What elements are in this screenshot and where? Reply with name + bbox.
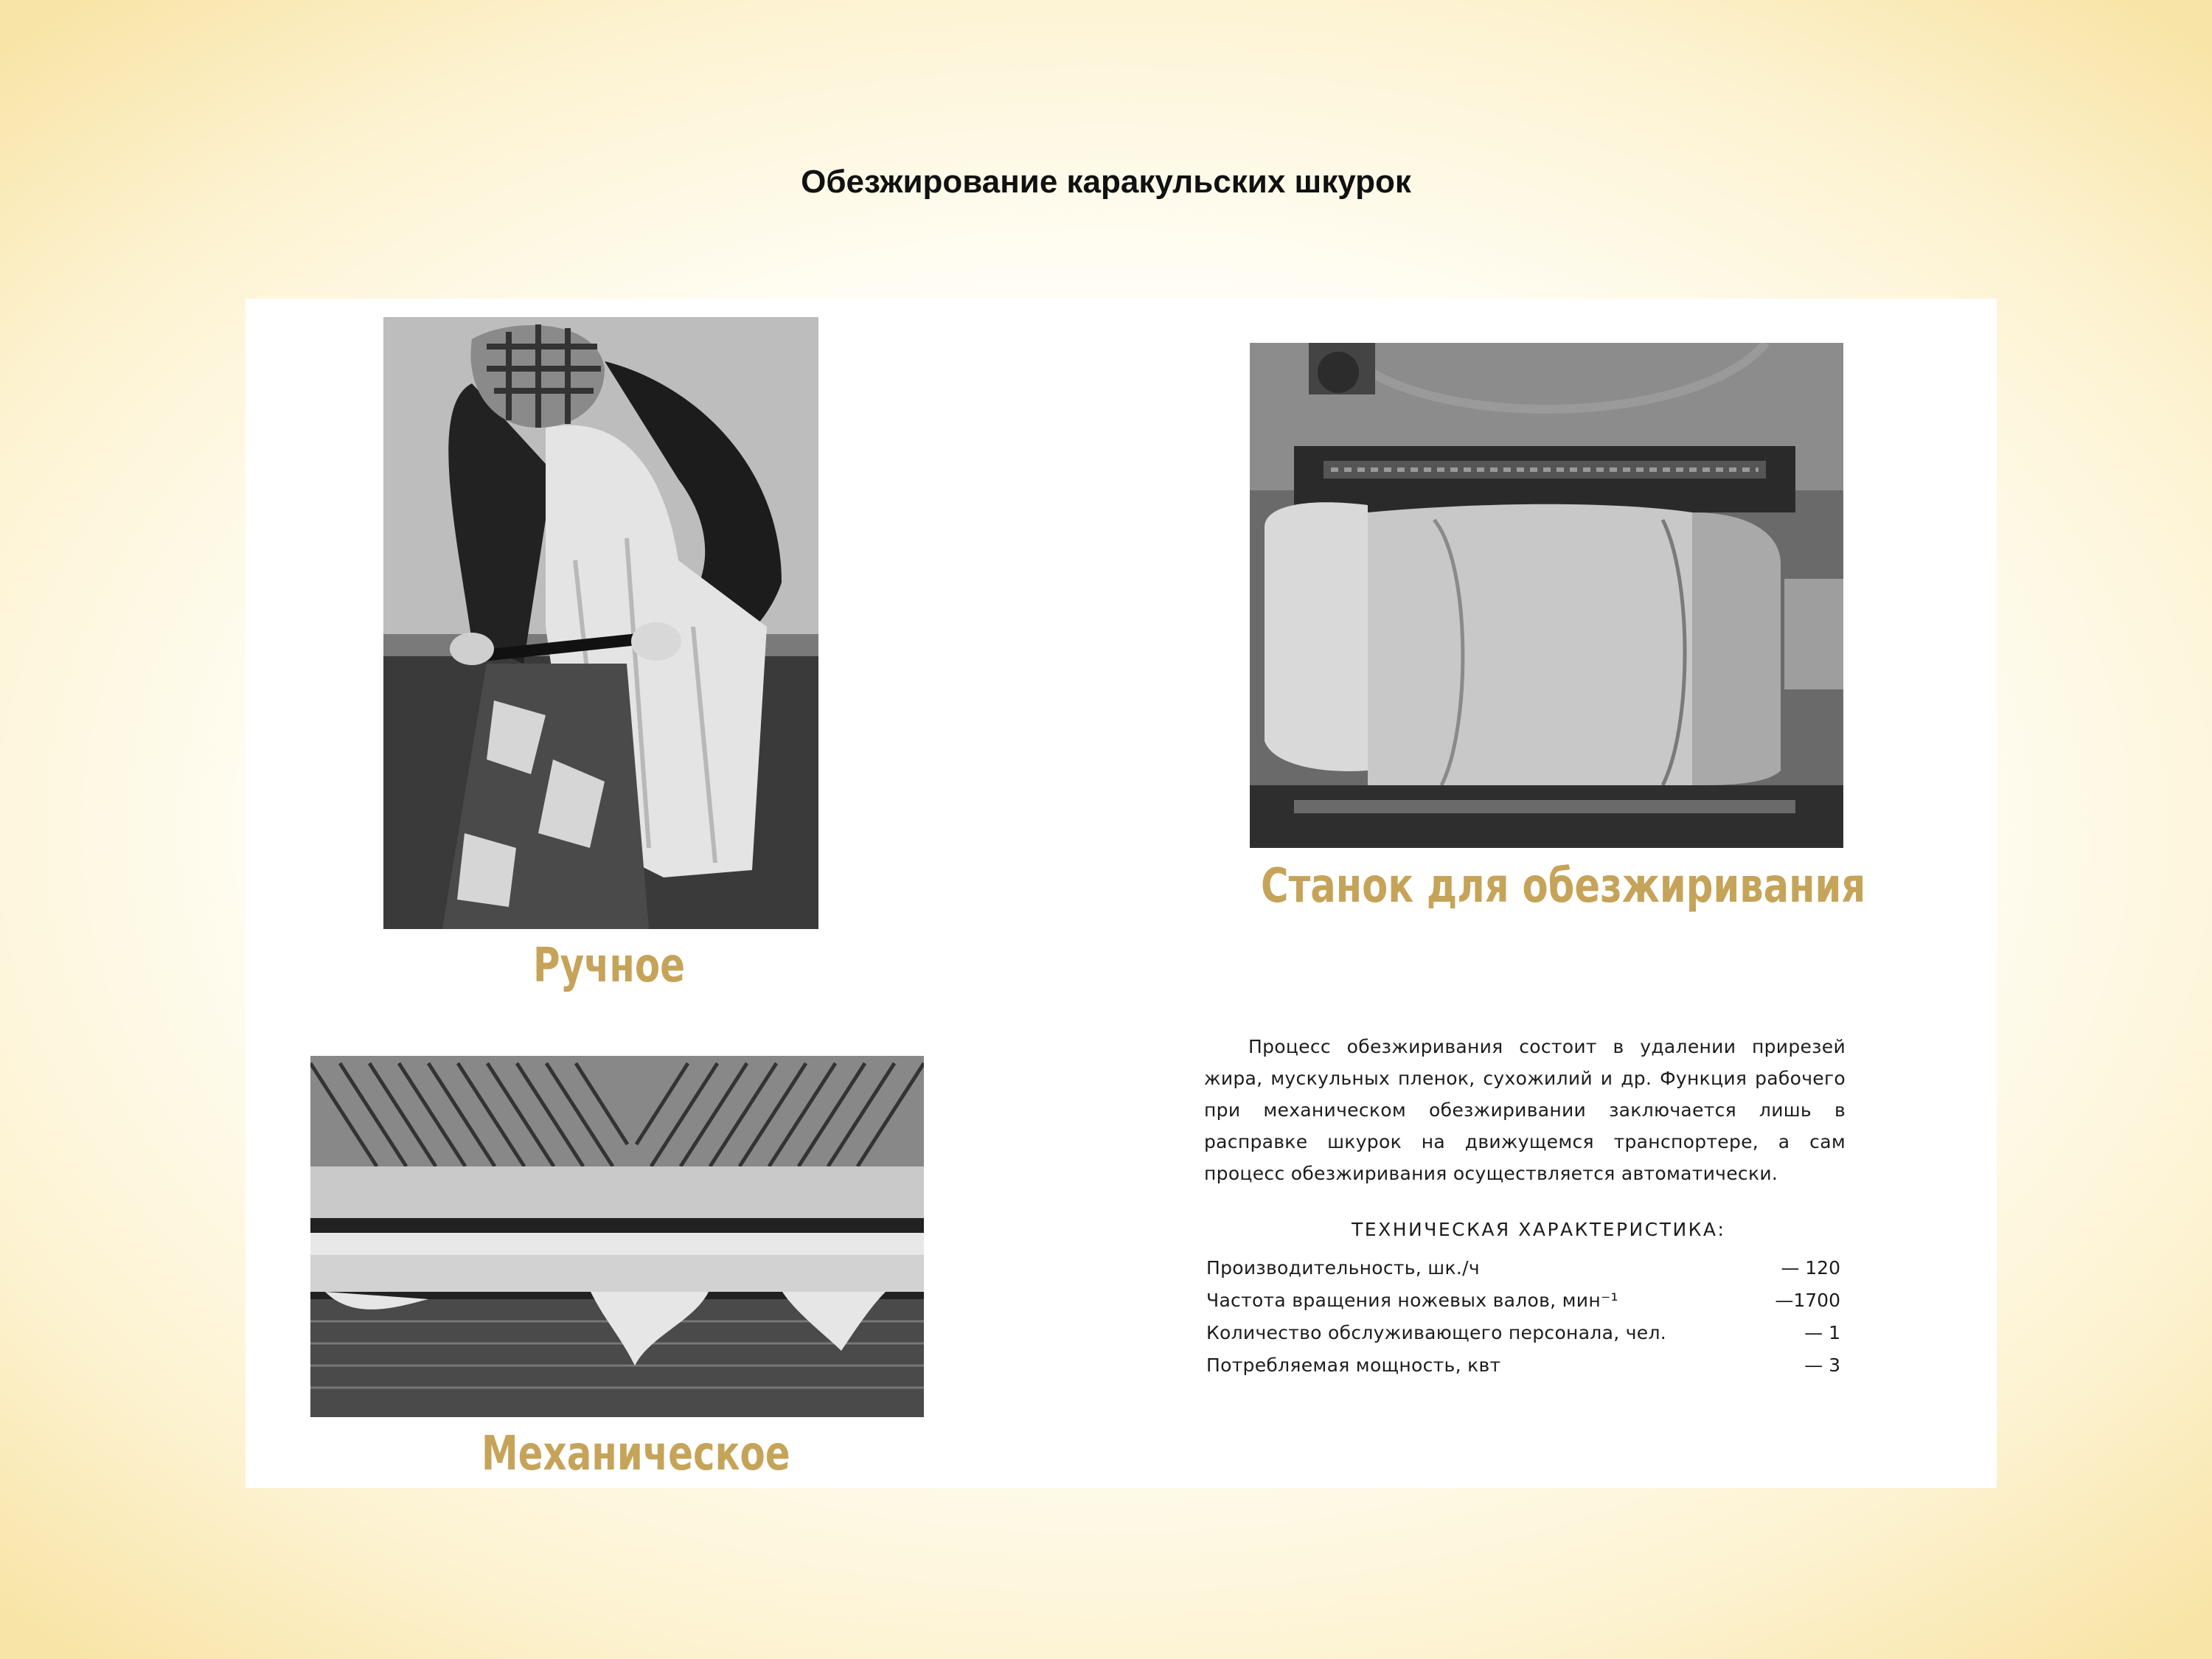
spec-value: — 1 (1804, 1322, 1840, 1343)
manual-defatting-photo (383, 317, 818, 929)
spec-row (1206, 1322, 1840, 1354)
spec-row (1206, 1290, 1840, 1322)
defatting-machine-photo (1250, 343, 1843, 848)
process-description: Процесс обезжиривания состоит в удалении прирезей жира, мускульных пленок, сухожилий и др. Функция рабочего при механическом обезжиривании заключается лишь в расправке шкурок на движущемся транспортере, а сам процесс обезжиривания осуществляется автоматически. (1204, 1036, 1846, 1184)
spec-label: Частота вращения ножевых валов, мин⁻¹ (1206, 1290, 1618, 1311)
caption-mechanical: Механическое (481, 1427, 790, 1481)
spec-value: — 120 (1781, 1257, 1840, 1279)
spec-table (1206, 1257, 1840, 1387)
caption-manual: Ручное (533, 939, 686, 993)
spec-label: Потребляемая мощность, квт (1206, 1354, 1501, 1376)
spec-title: ТЕХНИЧЕСКАЯ ХАРАКТЕРИСТИКА: (1352, 1219, 1726, 1240)
caption-machine: Станок для обезжиривания (1261, 859, 1866, 914)
slide-title: Обезжирование каракульских шкурок (801, 164, 1411, 200)
spec-value: — 3 (1804, 1354, 1840, 1376)
scanned-page (246, 299, 1997, 1488)
mechanical-defatting-photo (310, 1056, 924, 1417)
spec-label: Производительность, шк./ч (1206, 1257, 1480, 1279)
spec-row (1206, 1257, 1840, 1290)
spec-label: Количество обслуживающего персонала, чел. (1206, 1322, 1666, 1343)
spec-value: —1700 (1775, 1290, 1840, 1311)
spec-row (1206, 1354, 1840, 1387)
